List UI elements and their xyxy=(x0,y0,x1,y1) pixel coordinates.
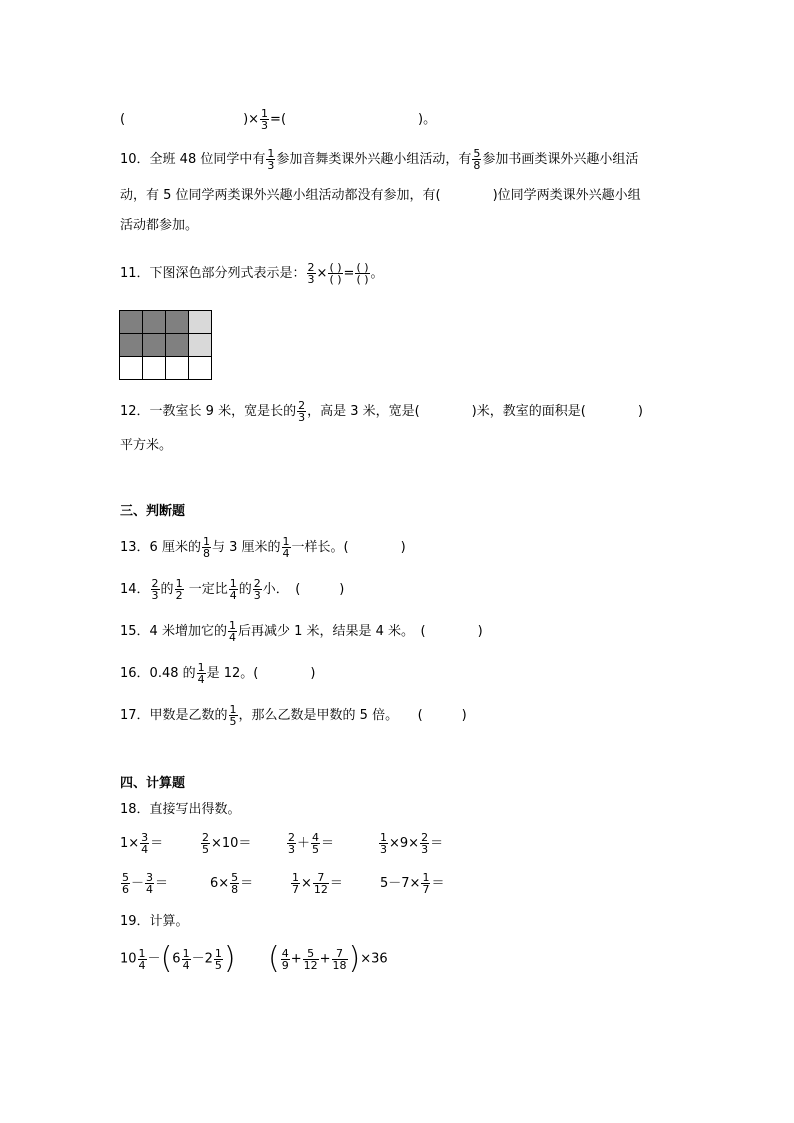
section-calc-title: 四、计算题 xyxy=(120,776,186,791)
calc-item: 1× $\frac{3}{4}$ ＝ xyxy=(120,831,164,856)
calc-item: $\frac{1}{3}$ ×9× $\frac{2}{3}$ ＝ xyxy=(380,831,444,856)
grid-cell-white xyxy=(143,357,166,380)
fraction: $\frac{1}{5}$ xyxy=(229,703,237,728)
calc19-expr-2: ( $\frac{4}{9}$ + $\frac{5}{12}$ + $\frac{7}{18}$ )×36 xyxy=(268,941,388,976)
calc-item: 5－7× $\frac{1}{7}$ ＝ xyxy=(380,871,445,896)
q12-line1: 12．一教室长 9 米，宽是长的 $\frac{2}{3}$ ，高是 3 米，宽是( )米，教室的面积是( ) xyxy=(120,399,643,424)
q12-line2: 平方米。 xyxy=(120,438,173,453)
grid-cell-dark xyxy=(166,334,189,357)
fraction: $\frac{2}{3}$ xyxy=(307,261,315,286)
q18-title: 18．直接写出得数。 xyxy=(120,802,241,817)
calc-item: 6× $\frac{5}{8}$ ＝ xyxy=(210,871,254,896)
calc-item: $\frac{5}{6}$ － $\frac{3}{4}$ ＝ xyxy=(122,871,169,896)
grid-cell-light xyxy=(189,311,212,334)
blank-fraction: $\frac{( )}{( )}$ xyxy=(329,261,342,286)
section-judge-title: 三、判断题 xyxy=(120,504,186,519)
grid-cell-white xyxy=(189,357,212,380)
q10-line2: 动，有 5 位同学两类课外兴趣小组活动都没有参加，有( )位同学两类课外兴趣小组 xyxy=(120,188,641,203)
fraction: $\frac{1}{2}$ xyxy=(175,577,183,602)
grid-cell-white xyxy=(166,357,189,380)
grid-cell-light xyxy=(189,334,212,357)
grid-cell-dark xyxy=(120,334,143,357)
fraction: $\frac{1}{3}$ xyxy=(261,107,269,132)
q15-line: 15．4 米增加它的 $\frac{1}{4}$ 后再减少 1 米，结果是 4 米。 ( ) xyxy=(120,619,483,644)
grid-cell-white xyxy=(120,357,143,380)
fraction: $\frac{1}{3}$ xyxy=(267,147,275,172)
fraction: $\frac{1}{8}$ xyxy=(202,535,210,560)
grid-cell-dark xyxy=(120,311,143,334)
calc-item: $\frac{1}{7}$ × $\frac{7}{12}$ ＝ xyxy=(292,871,343,896)
q19-title: 19．计算。 xyxy=(120,914,189,929)
fraction: $\frac{1}{4}$ xyxy=(228,619,236,644)
grid-cell-dark xyxy=(143,311,166,334)
fraction: $\frac{1}{4}$ xyxy=(282,535,290,560)
fraction: $\frac{2}{3}$ xyxy=(151,577,159,602)
q14-line: 14． $\frac{2}{3}$ 的 $\frac{1}{2}$ 一定比 $\frac{1}{4}$ 的 $\frac{2}{3}$ 小． ( ) xyxy=(120,577,345,602)
q9-line: ( )× $\frac{1}{3}$ =( )。 xyxy=(120,107,437,132)
fraction: $\frac{2}{3}$ xyxy=(253,577,261,602)
grid-cell-dark xyxy=(166,311,189,334)
calc-item: $\frac{2}{5}$ ×10＝ xyxy=(202,831,252,856)
fraction: $\frac{2}{3}$ xyxy=(298,399,306,424)
fraction: $\frac{5}{8}$ xyxy=(473,147,481,172)
q13-line: 13．6 厘米的 $\frac{1}{8}$ 与 3 厘米的 $\frac{1}{4}$ 一样长。( ) xyxy=(120,535,406,560)
calc19-expr-1: 10 $\frac{1}{4}$ －(6 $\frac{1}{4}$ －2 $\frac{1}{5}$ ) xyxy=(120,941,236,976)
q10-line3: 活动都参加。 xyxy=(120,218,199,233)
calc-item: $\frac{2}{3}$ ＋ $\frac{4}{5}$ ＝ xyxy=(288,831,335,856)
q11-line: 11．下图深色部分列式表示是： $\frac{2}{3}$ × $\frac{( )}{( )}$ = $\frac{( )}{( )}$ 。 xyxy=(120,261,384,286)
q16-line: 16．0.48 的 $\frac{1}{4}$ 是 12。( ) xyxy=(120,661,316,686)
shaded-grid xyxy=(119,310,212,380)
fraction: $\frac{1}{4}$ xyxy=(197,661,205,686)
q17-line: 17．甲数是乙数的 $\frac{1}{5}$ ，那么乙数是甲数的 5 倍。 ( ) xyxy=(120,703,467,728)
blank-fraction: $\frac{( )}{( )}$ xyxy=(356,261,369,286)
grid-cell-dark xyxy=(143,334,166,357)
q10-line1: 10．全班 48 位同学中有 $\frac{1}{3}$ 参加音舞类课外兴趣小组活动，有 $\frac{5}{8}$ 参加书画类课外兴趣小组活 xyxy=(120,147,639,172)
fraction: $\frac{1}{4}$ xyxy=(229,577,237,602)
